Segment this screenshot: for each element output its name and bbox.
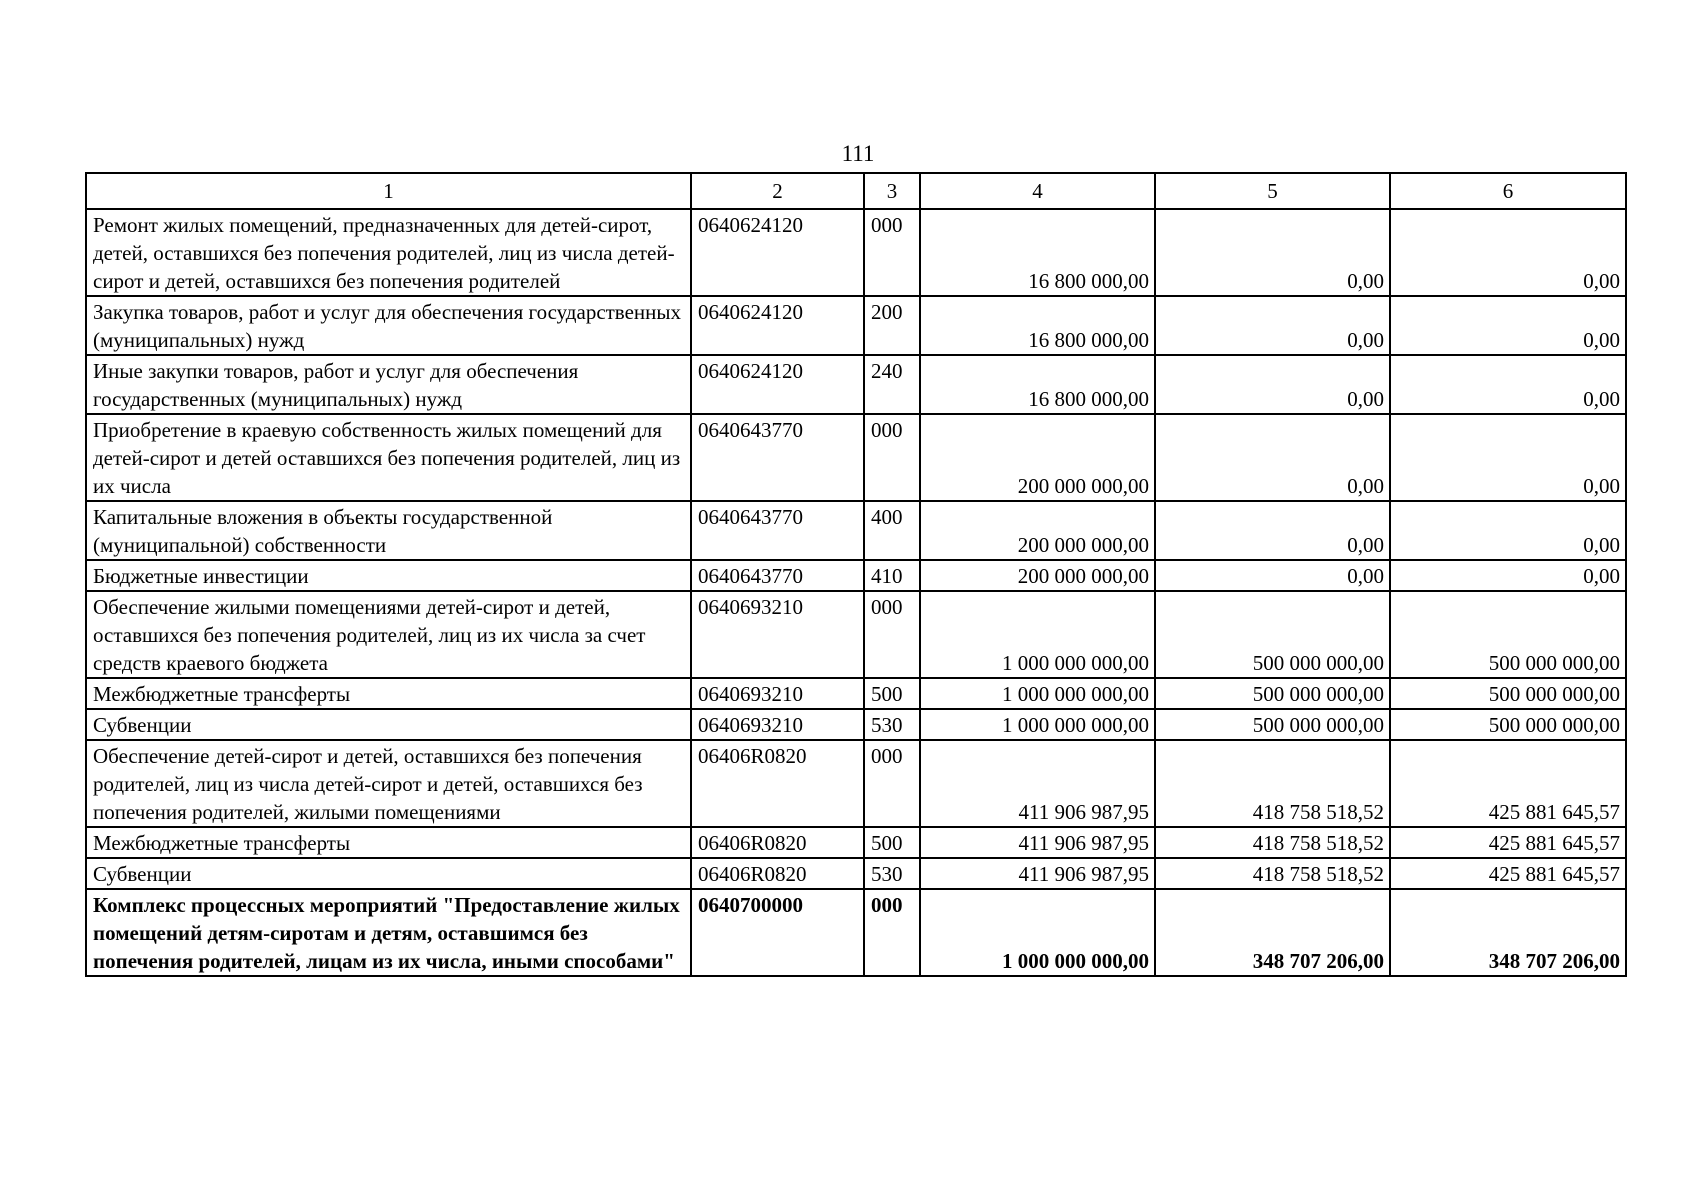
row-value-col5-cell: 348 707 206,00 [1155,889,1390,976]
table-row [86,709,1626,740]
row-value-col5-cell: 0,00 [1155,414,1390,501]
row-name-cell: Межбюджетные трансферты [86,827,691,858]
row-value-col4-cell: 200 000 000,00 [920,414,1155,501]
row-value-col4-cell: 1 000 000 000,00 [920,678,1155,709]
row-type-cell: 000 [864,414,920,501]
row-code-cell: 0640624120 [691,355,864,414]
row-name-cell: Обеспечение жилыми помещениями детей-сирот и детей, оставшихся без попечения родителей, лиц из их числа за счет средств краевого бюджета [86,591,691,678]
row-value-col4-cell: 411 906 987,95 [920,740,1155,827]
row-code-cell: 0640624120 [691,209,864,296]
row-name-cell: Ремонт жилых помещений, предназначенных для детей-сирот, детей, оставшихся без попечения родителей, лиц из числа детей-сирот и детей, оставшихся без попечения родителей [86,209,691,296]
row-value-col4-cell: 200 000 000,00 [920,560,1155,591]
row-type-cell: 000 [864,889,920,976]
row-value-col4-cell: 16 800 000,00 [920,209,1155,296]
row-value-col6-cell: 0,00 [1390,209,1626,296]
row-value-col6-cell: 425 881 645,57 [1390,858,1626,889]
row-value-col4-cell: 1 000 000 000,00 [920,889,1155,976]
row-value-col6-cell: 0,00 [1390,355,1626,414]
column-header: 4 [920,173,1155,209]
row-code-cell: 0640693210 [691,709,864,740]
row-type-cell: 240 [864,355,920,414]
row-code-cell: 0640643770 [691,414,864,501]
row-type-cell: 410 [864,560,920,591]
column-header: 2 [691,173,864,209]
row-code-cell: 06406R0820 [691,740,864,827]
row-code-cell: 06406R0820 [691,858,864,889]
row-value-col5-cell: 500 000 000,00 [1155,678,1390,709]
table-row [86,889,1626,976]
row-value-col5-cell: 0,00 [1155,296,1390,355]
row-type-cell: 000 [864,740,920,827]
row-name-cell: Субвенции [86,709,691,740]
row-type-cell: 530 [864,858,920,889]
row-value-col6-cell: 0,00 [1390,296,1626,355]
row-value-col6-cell: 0,00 [1390,501,1626,560]
row-value-col6-cell: 348 707 206,00 [1390,889,1626,976]
row-value-col5-cell: 418 758 518,52 [1155,827,1390,858]
row-code-cell: 0640693210 [691,591,864,678]
row-value-col6-cell: 0,00 [1390,414,1626,501]
table-row [86,858,1626,889]
table-row [86,414,1626,501]
table-row [86,591,1626,678]
row-type-cell: 500 [864,678,920,709]
row-value-col4-cell: 200 000 000,00 [920,501,1155,560]
row-value-col4-cell: 411 906 987,95 [920,858,1155,889]
table-row [86,678,1626,709]
row-type-cell: 400 [864,501,920,560]
row-value-col5-cell: 418 758 518,52 [1155,858,1390,889]
table-header-row [86,173,1626,209]
row-value-col5-cell: 500 000 000,00 [1155,591,1390,678]
row-name-cell: Закупка товаров, работ и услуг для обеспечения государственных (муниципальных) нужд [86,296,691,355]
row-code-cell: 06406R0820 [691,827,864,858]
table-row [86,827,1626,858]
row-value-col4-cell: 411 906 987,95 [920,827,1155,858]
row-name-cell: Капитальные вложения в объекты государственной (муниципальной) собственности [86,501,691,560]
row-name-cell: Межбюджетные трансферты [86,678,691,709]
row-code-cell: 0640693210 [691,678,864,709]
row-value-col5-cell: 0,00 [1155,209,1390,296]
page-number: 111 [841,141,875,166]
row-value-col5-cell: 0,00 [1155,501,1390,560]
row-value-col4-cell: 16 800 000,00 [920,296,1155,355]
row-type-cell: 200 [864,296,920,355]
row-value-col6-cell: 500 000 000,00 [1390,591,1626,678]
row-name-cell: Иные закупки товаров, работ и услуг для обеспечения государственных (муниципальных) нужд [86,355,691,414]
row-value-col6-cell: 500 000 000,00 [1390,709,1626,740]
table-row [86,209,1626,296]
row-value-col5-cell: 0,00 [1155,560,1390,591]
table-row [86,501,1626,560]
column-header: 5 [1155,173,1390,209]
row-code-cell: 0640643770 [691,560,864,591]
row-code-cell: 0640643770 [691,501,864,560]
column-header: 1 [86,173,691,209]
row-value-col6-cell: 425 881 645,57 [1390,827,1626,858]
row-value-col4-cell: 1 000 000 000,00 [920,591,1155,678]
row-type-cell: 530 [864,709,920,740]
table-row [86,296,1626,355]
row-name-cell: Приобретение в краевую собственность жилых помещений для детей-сирот и детей оставшихся без попечения родителей, лиц из их числа [86,414,691,501]
table-row [86,560,1626,591]
row-type-cell: 000 [864,209,920,296]
table-body [86,209,1626,976]
budget-table [85,172,1627,977]
row-type-cell: 000 [864,591,920,678]
row-name-cell: Субвенции [86,858,691,889]
row-type-cell: 500 [864,827,920,858]
row-value-col6-cell: 425 881 645,57 [1390,740,1626,827]
row-code-cell: 0640624120 [691,296,864,355]
row-name-cell: Обеспечение детей-сирот и детей, оставшихся без попечения родителей, лиц из числа детей-сирот и детей, оставшихся без попечения родителей, жилыми помещениями [86,740,691,827]
column-header: 6 [1390,173,1626,209]
row-value-col5-cell: 418 758 518,52 [1155,740,1390,827]
row-name-cell: Комплекс процессных мероприятий "Предоставление жилых помещений детям-сиротам и детям, оставшимся без попечения родителей, лицам из их числа, иными способами" [86,889,691,976]
row-value-col4-cell: 16 800 000,00 [920,355,1155,414]
column-header: 3 [864,173,920,209]
table-row [86,740,1626,827]
row-value-col6-cell: 500 000 000,00 [1390,678,1626,709]
row-value-col4-cell: 1 000 000 000,00 [920,709,1155,740]
row-name-cell: Бюджетные инвестиции [86,560,691,591]
row-value-col5-cell: 500 000 000,00 [1155,709,1390,740]
row-code-cell: 0640700000 [691,889,864,976]
row-value-col5-cell: 0,00 [1155,355,1390,414]
row-value-col6-cell: 0,00 [1390,560,1626,591]
table-row [86,355,1626,414]
